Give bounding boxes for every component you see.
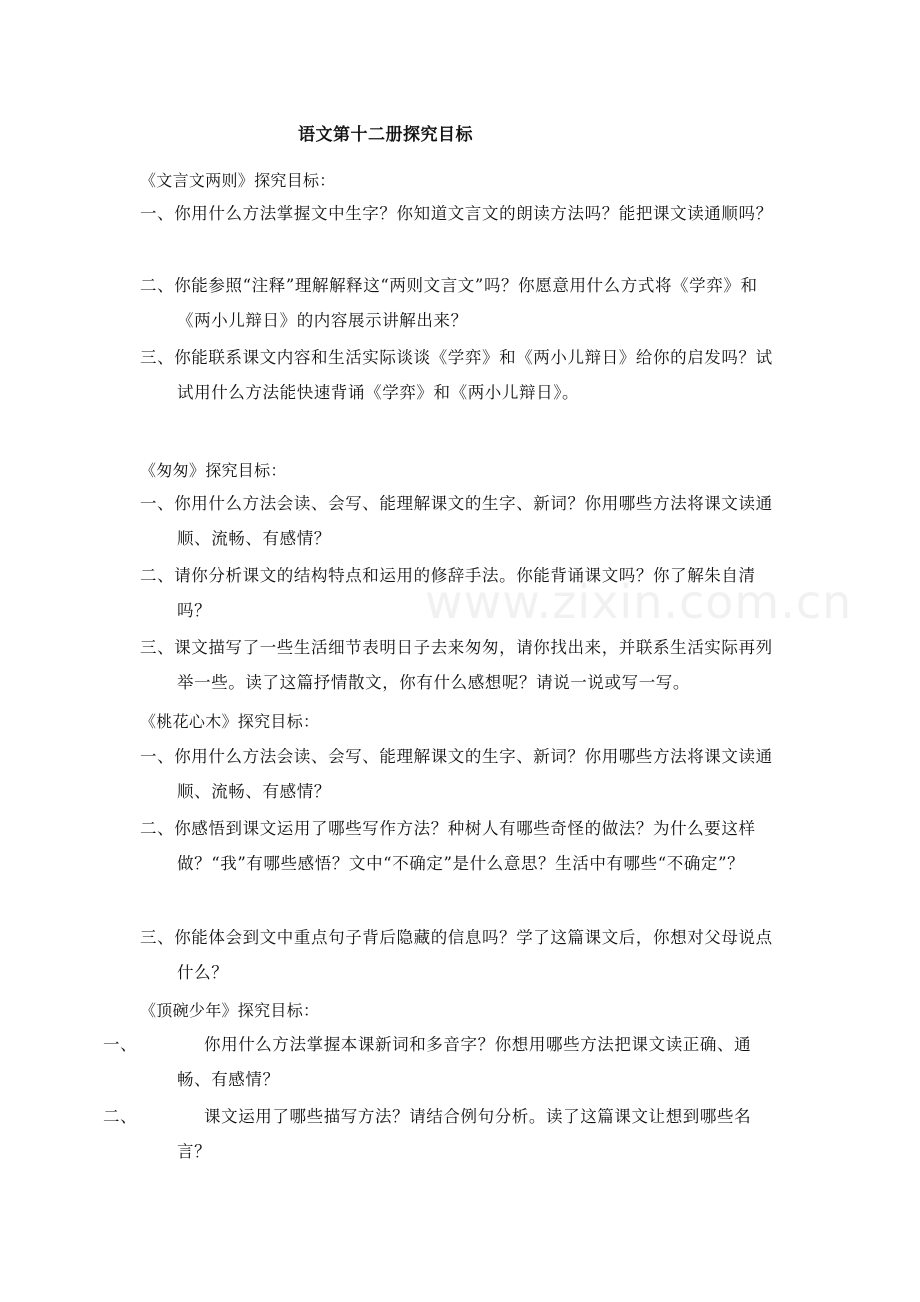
item-number: 一、 [140,494,175,513]
list-item [140,268,785,338]
list-item [140,920,785,990]
item-text: 你用什么方法会读、会写、能理解课文的生字、新词？你用哪些方法将课文读通顺、流畅、有感情？ [174,494,773,548]
item-number: 二、 [103,1107,138,1126]
list-item [140,630,785,700]
list-item [103,1099,785,1169]
item-text: 请你分析课文的结构特点和运用的修辞手法。你能背诵课文吗？你了解朱自清吗？ [174,566,756,620]
item-number: 三、 [140,348,175,367]
item-number: 三、 [140,928,175,947]
section-heading: 《文言文两则》探究目标： [140,171,336,190]
section-heading: 《匆匆》探究目标： [140,461,287,480]
item-number: 三、 [140,638,175,657]
item-text: 你用什么方法掌握本课新词和多音字？你想用哪些方法把课文读正确、通畅、有感情？ [177,1035,752,1089]
list-item [140,558,785,628]
item-number: 一、 [140,204,175,223]
section-heading: 《顶碗少年》探究目标： [140,1001,320,1020]
list-item [140,811,785,881]
watermark: www.zixin.com.cn [425,575,853,629]
item-number: 一、 [140,747,175,766]
item-text: 你用什么方法掌握文中生字？你知道文言文的朗读方法吗？能把课文读通顺吗？ [174,204,773,223]
list-item [140,196,785,231]
item-number: 一、 [103,1035,138,1054]
item-text: 你感悟到课文运用了哪些写作方法？种树人有哪些奇怪的做法？为什么要这样做？“我”有哪些感悟？文中“不确定”是什么意思？生活中有哪些“不确定”？ [174,819,756,873]
item-text: 你能联系课文内容和生活实际谈谈《学弈》和《两小儿辩日》给你的启发吗？试试用什么方法能快速背诵《学弈》和《两小儿辩日》。 [174,348,773,402]
item-text: 你能参照“注释”理解解释这“两则文言文”吗？你愿意用什么方式将《学弈》和《两小儿辩日》的内容展示讲解出来？ [174,276,758,330]
list-item [140,486,785,556]
section-heading: 《桃花心木》探究目标： [140,712,320,731]
item-number: 二、 [140,819,175,838]
item-number: 二、 [140,276,175,295]
item-text: 课文运用了哪些描写方法？请结合例句分析。读了这篇课文让想到哪些名言？ [177,1107,752,1161]
item-text: 你能体会到文中重点句子背后隐藏的信息吗？学了这篇课文后，你想对父母说点什么？ [174,928,773,982]
item-text: 课文描写了一些生活细节表明日子去来匆匆，请你找出来，并联系生活实际再列举一些。读了这篇抒情散文，你有什么感想呢？请说一说或写一写。 [174,638,773,692]
item-text: 你用什么方法会读、会写、能理解课文的生字、新词？你用哪些方法将课文读通顺、流畅、有感情？ [174,747,773,801]
list-item [103,1027,785,1097]
document-title: 语文第十二册探究目标 [298,125,473,145]
list-item [140,739,785,809]
list-item [140,340,785,410]
item-number: 二、 [140,566,175,585]
